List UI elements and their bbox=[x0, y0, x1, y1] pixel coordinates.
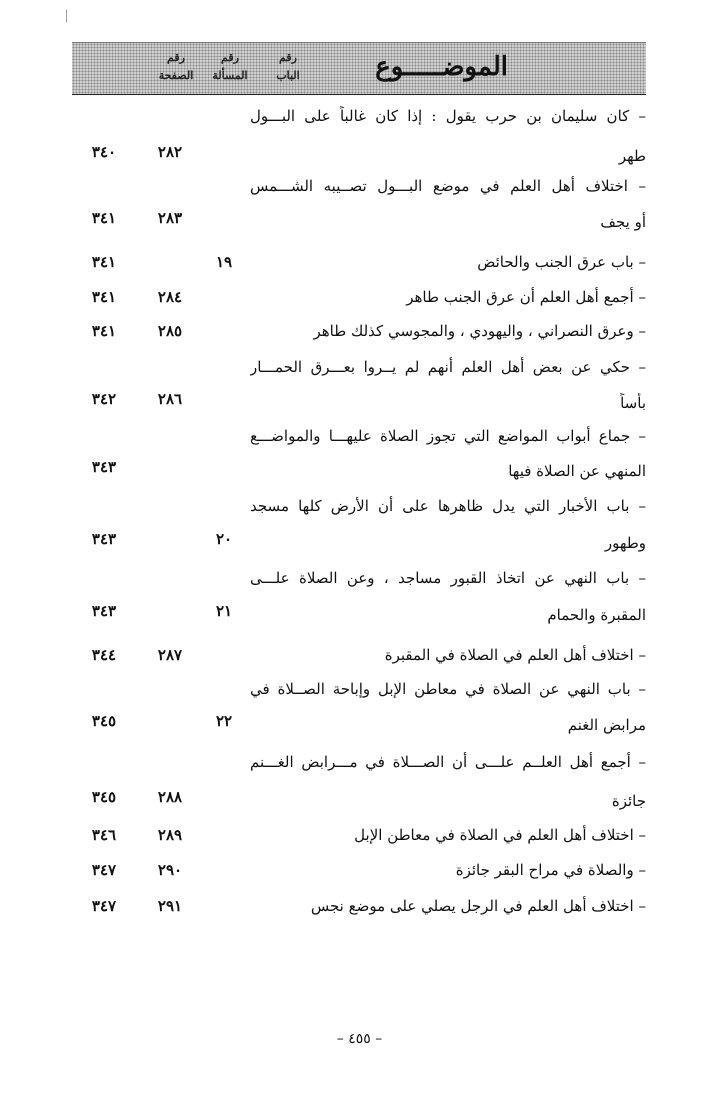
entry-issue-number: ٢٨٣ bbox=[157, 209, 183, 227]
column-title-chapter-line-1: رقم bbox=[279, 51, 297, 64]
entry-text-line: – كان سليمان بن حرب يقول : إذا كان غالباً على البـــول bbox=[250, 107, 646, 125]
entry-text-line: – أجمع أهل العلــم علـــى أن الصـــلاة في مـــرابض الغـــنم bbox=[250, 753, 646, 771]
entry-page-number: ٣٤١ bbox=[91, 209, 117, 227]
column-title-issue-line-2: المسألة bbox=[212, 69, 248, 82]
entry-page-number: ٣٤٣ bbox=[91, 458, 117, 476]
column-title-chapter-line-2: الباب bbox=[276, 69, 300, 82]
entry-text-line: – اختلاف أهل العلم في الرجل يصلي على موضع نجس bbox=[310, 897, 646, 915]
entry-page-number: ٣٤٥ bbox=[91, 712, 117, 730]
entry-page-number: ٣٤١ bbox=[91, 288, 117, 306]
entry-text-line: – حكي عن بعض أهل العلم أنهم لم يــروا بعـــرق الحمـــار bbox=[250, 358, 646, 376]
entry-issue-number: ٢٨٢ bbox=[157, 143, 183, 161]
entry-text-line: أو يجف bbox=[600, 213, 646, 231]
entry-text-line: – والصلاة في مراح البقر جائزة bbox=[455, 861, 646, 879]
entry-page-number: ٣٤٣ bbox=[91, 602, 117, 620]
entry-text-line: – جماع أبواب المواضع التي تجوز الصلاة عليهـــا والمواضـــع bbox=[250, 427, 646, 445]
entry-page-number: ٣٤٦ bbox=[91, 826, 117, 844]
entry-chapter-number: ٢١ bbox=[215, 602, 233, 620]
entry-page-number: ٣٤٤ bbox=[91, 646, 117, 664]
entry-issue-number: ٢٨٩ bbox=[157, 826, 183, 844]
entry-page-number: ٣٤١ bbox=[91, 322, 117, 340]
entry-issue-number: ٢٨٧ bbox=[157, 646, 183, 664]
entry-text-line: – باب النهي عن اتخاذ القبور مساجد ، وعن الصلاة علـــى bbox=[250, 569, 646, 587]
entry-issue-number: ٢٩٠ bbox=[157, 861, 183, 879]
entry-text-line: مرابض الغنم bbox=[567, 716, 646, 734]
column-title-subject: الموضـــــوع bbox=[375, 52, 508, 82]
entry-page-number: ٣٤٠ bbox=[91, 143, 117, 161]
entry-issue-number: ٢٨٤ bbox=[157, 288, 183, 306]
entry-issue-number: ٢٩١ bbox=[157, 897, 183, 915]
entry-page-number: ٣٤٢ bbox=[91, 390, 117, 408]
entry-text-line: المقبرة والحمام bbox=[547, 606, 646, 624]
entry-text-line: – باب النهي عن الصلاة في معاطن الإبل وإباحة الصــلاة في bbox=[250, 680, 646, 698]
entry-text-line: – وعرق النصراني ، واليهودي ، والمجوسي كذلك طاهر bbox=[313, 322, 646, 340]
entry-text-line: جائزة bbox=[611, 792, 646, 810]
entry-text-line: – باب الأخبار التي يدل ظاهرها على أن الأرض كلها مسجد bbox=[250, 497, 646, 515]
entry-page-number: ٣٤٥ bbox=[91, 788, 117, 806]
entry-chapter-number: ٢٠ bbox=[215, 530, 233, 548]
entry-page-number: ٣٤٧ bbox=[91, 861, 117, 879]
column-title-page-line-2: الصفحة bbox=[158, 69, 194, 82]
entry-text-line: – أجمع أهل العلم أن عرق الجنب طاهر bbox=[406, 288, 646, 306]
entry-chapter-number: ٢٢ bbox=[215, 712, 233, 730]
entry-issue-number: ٢٨٨ bbox=[157, 788, 183, 806]
entry-text-line: – باب عرق الجنب والحائض bbox=[477, 253, 646, 271]
entry-text-line: طهر bbox=[618, 147, 646, 165]
entry-text-line: المنهي عن الصلاة فيها bbox=[508, 462, 646, 480]
entry-chapter-number: ١٩ bbox=[215, 253, 233, 271]
entry-page-number: ٣٤٣ bbox=[91, 530, 117, 548]
column-title-page-line-1: رقم bbox=[167, 51, 185, 64]
entry-text-line: – اختلاف أهل العلم في الصلاة في المقبرة bbox=[384, 646, 646, 664]
entry-text-line: – اختلاف أهل العلم في الصلاة في معاطن الإبل bbox=[354, 826, 646, 844]
entry-text-line: وطهور bbox=[604, 534, 646, 552]
entry-page-number: ٣٤٧ bbox=[91, 897, 117, 915]
entry-issue-number: ٢٨٥ bbox=[157, 322, 183, 340]
column-title-issue-line-1: رقم bbox=[221, 51, 239, 64]
entry-page-number: ٣٤١ bbox=[91, 253, 117, 271]
entry-text-line: – اختلاف أهل العلم في موضع البـــول تصــيبه الشـــمس bbox=[250, 177, 646, 195]
entry-text-line: بأساً bbox=[620, 394, 646, 412]
page-number: – ٤٥٥ – bbox=[336, 1031, 383, 1047]
entry-issue-number: ٢٨٦ bbox=[157, 390, 183, 408]
